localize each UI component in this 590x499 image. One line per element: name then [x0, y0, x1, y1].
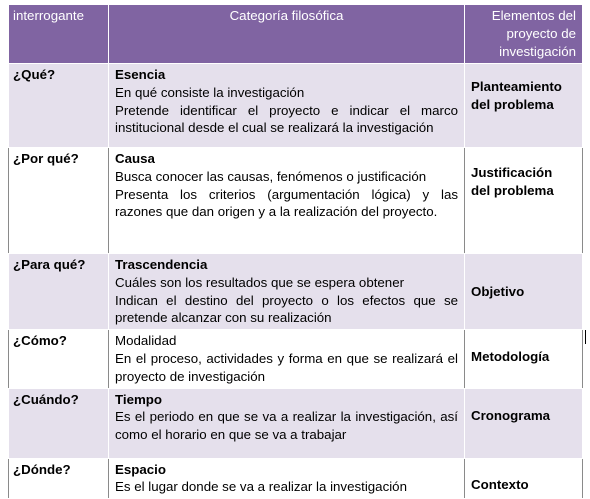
category-line: En el proceso, actividades y forma en que se realizará el proyecto de investigación: [115, 350, 458, 384]
category-cell: [109, 254, 465, 330]
document-table-wrapper: [8, 4, 582, 499]
header-interrogante: interrogante: [9, 5, 109, 64]
table-header: [9, 5, 583, 64]
category-cell: [109, 388, 465, 458]
element-line: del problema: [471, 96, 554, 112]
category-title: Espacio: [115, 461, 166, 477]
category-line: Pretende identificar el proyecto e indicar el marco institucional desde el cual se realizará la investigación: [115, 102, 458, 136]
philosophy-table: [8, 4, 583, 499]
category-line: Es el periodo en que se va a realizar la investigación, así como el horario en que se va a trabajar: [115, 409, 458, 443]
category-line: Busca conocer las causas, fenómenos o justificación: [115, 168, 427, 184]
table-row: [9, 330, 583, 388]
category-cell: [109, 330, 465, 388]
header-elementos-line: proyecto de: [506, 25, 576, 41]
category-line: En qué consiste la investigación: [115, 84, 305, 100]
element-cell: [465, 254, 583, 330]
header-categoria: Categoría filosófica: [109, 5, 465, 64]
category-cell: [109, 64, 465, 148]
category-line: Indican el destino del proyecto o los efectos que se pretende alcanzar con su realización: [115, 292, 458, 326]
question-cell: ¿Dónde?: [9, 458, 109, 499]
category-cell: [109, 148, 465, 254]
table-row: [9, 64, 583, 148]
element-line: Objetivo: [471, 283, 525, 299]
element-cell: [465, 388, 583, 458]
element-line: Metodología: [471, 349, 550, 365]
question-cell: ¿Qué?: [9, 64, 109, 148]
category-line: Es el lugar donde se va a realizar la investigación: [115, 479, 407, 495]
header-elementos-line: investigación: [499, 43, 576, 59]
question-cell: ¿Cuándo?: [9, 388, 109, 458]
element-cell: [465, 64, 583, 148]
category-title: Modalidad: [115, 333, 177, 349]
element-line: Contexto: [471, 477, 529, 493]
text-cursor: [585, 330, 586, 344]
element-line: Justificación: [471, 165, 553, 180]
header-elementos-line: Elementos del: [491, 8, 576, 23]
category-line: Presenta los criterios (argumentación lógica) y las razones que dan origen y a la realización del proyecto.: [115, 186, 458, 220]
category-title: Tiempo: [115, 391, 163, 407]
table-row: [9, 254, 583, 330]
element-cell: [465, 148, 583, 254]
table-row: [9, 388, 583, 458]
category-title: Causa: [115, 151, 155, 166]
category-cell: [109, 458, 465, 499]
category-line: Cuáles son los resultados que se espera obtener: [115, 274, 405, 290]
table-row: [9, 458, 583, 499]
element-cell: [465, 458, 583, 499]
question-cell: ¿Por qué?: [9, 148, 109, 254]
question-cell: ¿Para qué?: [9, 254, 109, 330]
header-row: [9, 5, 583, 64]
category-title: Trascendencia: [115, 257, 208, 272]
category-title: Esencia: [115, 67, 166, 82]
table-row: [9, 148, 583, 254]
element-line: Planteamiento: [471, 79, 562, 94]
element-line: Cronograma: [471, 407, 551, 423]
question-cell: ¿Cómo?: [9, 330, 109, 388]
header-elementos: [465, 5, 583, 64]
element-cell: [465, 330, 583, 388]
element-line: del problema: [471, 182, 554, 198]
